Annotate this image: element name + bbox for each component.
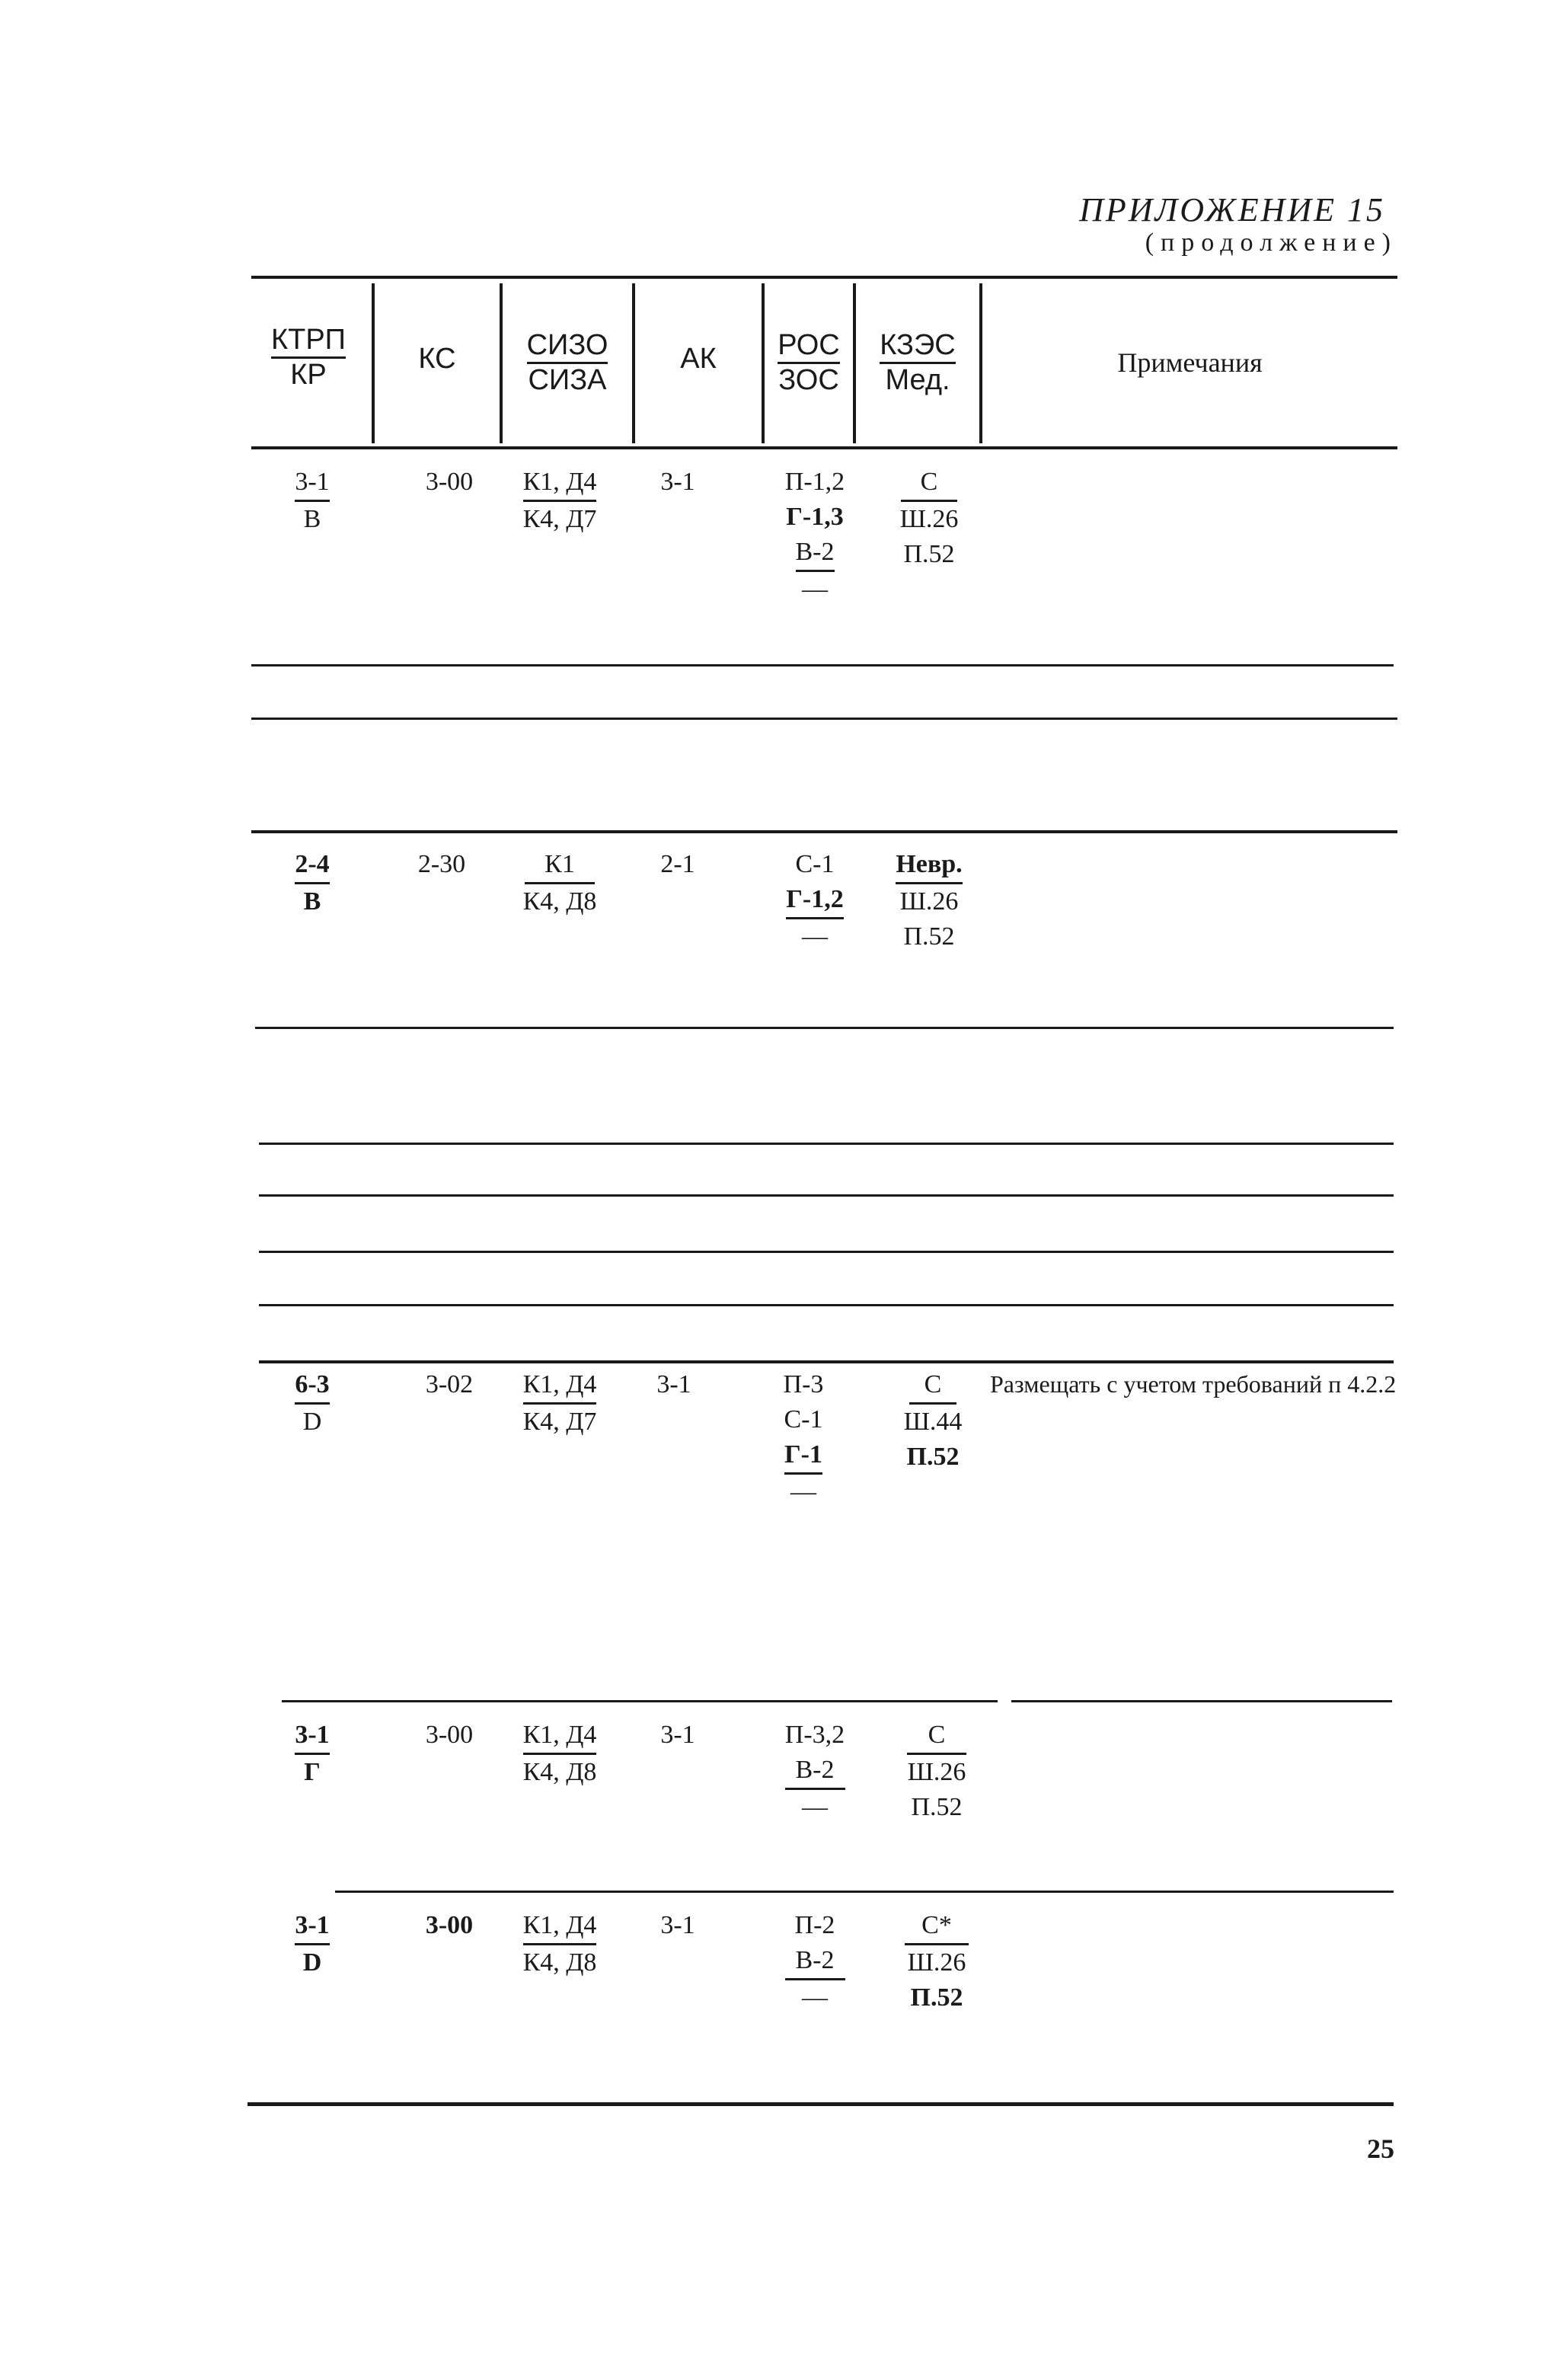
cell-med-2: П.52 (906, 1443, 960, 1471)
cell-ktrp-kr (267, 1367, 358, 1440)
cell-kzes-med (887, 1718, 986, 1825)
cell-sizo: К1, Д4 (523, 1367, 597, 1405)
cell-sizo-siza (503, 465, 617, 537)
cell-ktrp: 6-3 (295, 1367, 329, 1405)
cell-med-2: П.52 (903, 922, 955, 951)
row-rule (259, 1251, 1394, 1253)
cell-siza: К4, Д8 (522, 887, 597, 916)
cell-ks: 3-00 (425, 468, 474, 496)
col-kr: КР (290, 359, 327, 391)
col-kzes: КЗЭС (880, 329, 955, 364)
row-rule (259, 1304, 1394, 1306)
cell-kzes: С* (905, 1908, 969, 1945)
row-rule (1011, 1700, 1392, 1702)
col-med: Мед. (885, 364, 950, 396)
cell-kr: D (302, 1408, 322, 1436)
cell-med-1: Ш.44 (903, 1408, 963, 1436)
cell-ks: 2-30 (417, 850, 466, 878)
cell-kr: Г (304, 1758, 321, 1786)
cell-ros-1: П-3 (783, 1370, 824, 1398)
cell-med-1: Ш.26 (899, 887, 959, 916)
cell-kr: В (303, 887, 321, 916)
cell-ks: 3-02 (425, 1370, 474, 1398)
cell-ros-1: П-2 (794, 1911, 835, 1939)
cell-ros-1: П-1,2 (784, 468, 845, 496)
cell-kzes: С (907, 1718, 967, 1755)
cell-sizo: К1 (525, 847, 595, 884)
cell-ks: 3-00 (425, 1721, 474, 1749)
cell-ros-2: В-2 (785, 1753, 845, 1790)
table-bottom-rule (247, 2102, 1394, 2106)
cell-ktrp-kr (267, 1718, 358, 1790)
col-siza: СИЗА (528, 364, 607, 396)
cell-ros-3: Г-1 (784, 1437, 822, 1475)
row-rule (282, 1700, 998, 1702)
row-rule (259, 1143, 1394, 1145)
table-header-bottom-rule (251, 446, 1397, 449)
cell-kzes-med (883, 465, 975, 572)
cell-med-2: П.52 (910, 1983, 963, 2012)
cell-note: Размещать с учетом требований п 4.2.2 (990, 1370, 1397, 1398)
cell-sizo-siza (503, 1908, 617, 1980)
cell-ros-zos (762, 465, 868, 607)
col-zos: ЗОС (778, 364, 839, 396)
cell-zos: — (802, 922, 828, 951)
cell-ros-1: П-3,2 (784, 1721, 845, 1749)
cell-sizo-siza (503, 847, 617, 919)
row-rule (251, 664, 1394, 666)
cell-zos: — (802, 1793, 828, 1821)
table-top-rule (251, 276, 1397, 279)
cell-kzes: Невр. (896, 847, 962, 884)
cell-ktrp: 3-1 (295, 465, 329, 502)
cell-ktrp: 2-4 (295, 847, 329, 884)
cell-med-1: Ш.26 (907, 1948, 966, 1977)
cell-ros-2: В-2 (785, 1943, 845, 1980)
col-ak: АК (680, 343, 717, 375)
row-rule (255, 1027, 1394, 1029)
cell-med-1: Ш.26 (907, 1758, 966, 1786)
cell-siza: К4, Д8 (522, 1948, 597, 1977)
cell-ktrp: 3-1 (295, 1908, 329, 1945)
cell-ks: 3-00 (425, 1911, 474, 1939)
cell-ros-1: С-1 (795, 850, 835, 878)
cell-sizo: К1, Д4 (523, 1908, 597, 1945)
cell-kzes: С (901, 465, 958, 502)
row-rule (259, 1360, 1394, 1363)
col-ktrp-kr (251, 324, 366, 392)
col-ks: КС (418, 343, 456, 375)
cell-kr: В (303, 505, 321, 533)
cell-ros-2: Г-1,3 (786, 503, 844, 531)
col-sizo: СИЗО (527, 329, 608, 364)
cell-ak: 3-1 (660, 1721, 695, 1749)
cell-zos: — (790, 1478, 816, 1506)
cell-ros-zos (750, 1367, 857, 1510)
col-notes: Примечания (1117, 347, 1263, 378)
appendix-title: ПРИЛОЖЕНИЕ 15 (1079, 191, 1385, 229)
cell-ros-2: С-1 (784, 1405, 823, 1434)
cell-kzes-med (887, 1908, 986, 2015)
col-kzes-med (856, 329, 979, 397)
cell-ktrp-kr (267, 847, 358, 919)
row-rule (251, 718, 1397, 720)
cell-ktrp: 3-1 (295, 1718, 329, 1755)
cell-ktrp-kr (267, 1908, 358, 1980)
col-ros-zos (765, 329, 853, 397)
cell-siza: К4, Д8 (522, 1758, 597, 1786)
page-number: 25 (1367, 2133, 1394, 2164)
cell-ak: 3-1 (660, 468, 695, 496)
cell-zos: — (802, 1983, 828, 2012)
cell-kzes-med (891, 1367, 975, 1475)
cell-ros-2: Г-1,2 (786, 882, 843, 919)
cell-ktrp-kr (267, 465, 358, 537)
cell-ros-zos (758, 1718, 872, 1825)
cell-sizo-siza (503, 1367, 617, 1440)
cell-ak: 3-1 (660, 1911, 695, 1939)
cell-ros-zos (758, 1908, 872, 2015)
cell-med-1: Ш.26 (899, 505, 959, 533)
cell-ros-zos (762, 847, 868, 954)
row-rule (335, 1891, 1394, 1893)
col-ktrp: КТРП (271, 324, 346, 359)
cell-kr: D (302, 1948, 322, 1977)
cell-ros-3: В-2 (796, 535, 835, 572)
appendix-subtitle: (продолжение) (1145, 229, 1397, 257)
cell-med-2: П.52 (903, 540, 955, 568)
cell-zos: — (802, 575, 828, 603)
cell-kzes: С (909, 1367, 957, 1405)
cell-kzes-med (883, 847, 975, 954)
row-rule (259, 1194, 1394, 1197)
cell-sizo: К1, Д4 (523, 465, 597, 502)
cell-sizo: К1, Д4 (523, 1718, 597, 1755)
cell-ak: 3-1 (656, 1370, 691, 1398)
cell-sizo-siza (503, 1718, 617, 1790)
cell-siza: К4, Д7 (522, 1408, 597, 1436)
cell-ak: 2-1 (660, 850, 695, 878)
col-sizo-siza (503, 329, 632, 397)
cell-siza: К4, Д7 (522, 505, 597, 533)
cell-med-2: П.52 (911, 1793, 963, 1821)
col-ros: РОС (778, 329, 840, 364)
row-rule (251, 830, 1397, 833)
